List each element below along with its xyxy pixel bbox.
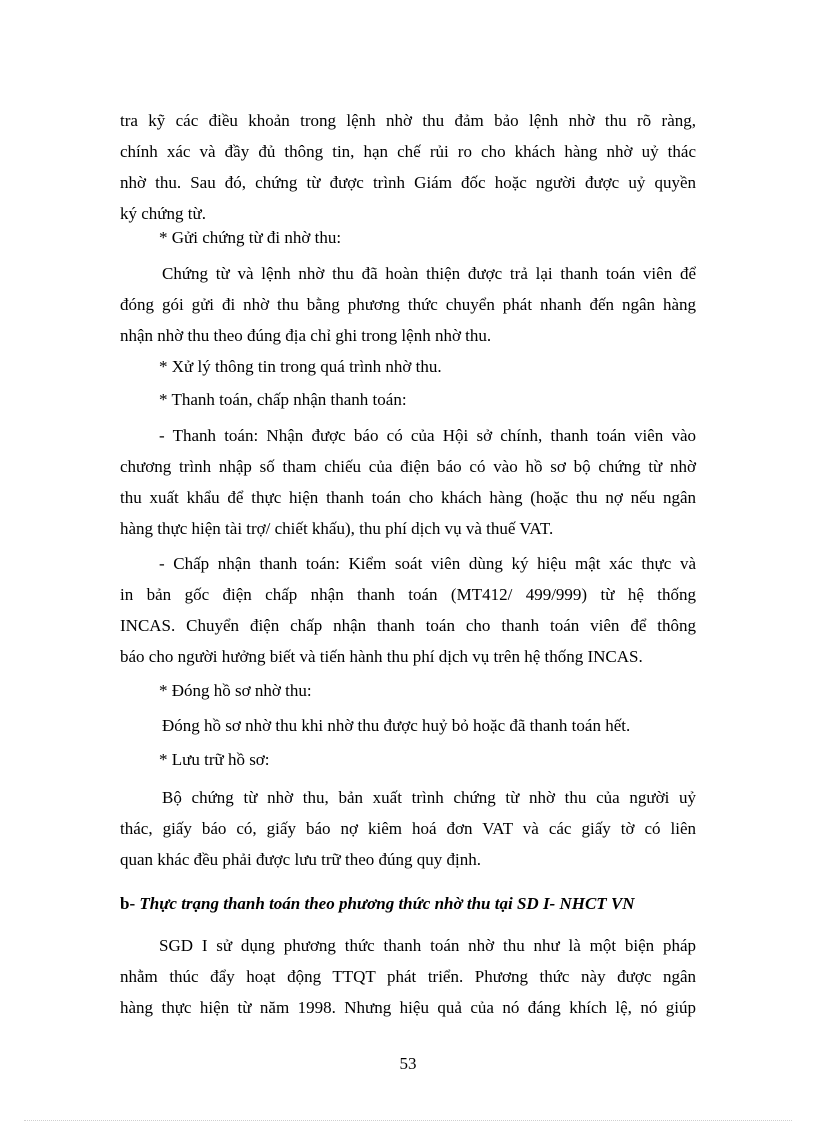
body-text-line: đóng gói gửi đi nhờ thu bằng phương thức chuyển phát nhanh đến ngân hàng — [120, 295, 696, 314]
body-text-line: hàng thực hiện tài trợ/ chiết khấu), thu phí dịch vụ và thuế VAT. — [120, 519, 554, 538]
body-text-line: nhằm thúc đẩy hoạt động TTQT phát triển. Phương thức này được ngân — [120, 967, 696, 986]
body-text-line: thác, giấy báo có, giấy báo nợ kiêm hoá đơn VAT và các giấy tờ có liên — [120, 819, 696, 838]
bullet-heading: * Xử lý thông tin trong quá trình nhờ thu. — [159, 357, 442, 376]
bullet-heading: * Lưu trữ hồ sơ: — [159, 750, 270, 769]
body-text-line: nhận nhờ thu theo đúng địa chỉ ghi trong lệnh nhờ thu. — [120, 326, 492, 345]
body-text-line: Đóng hồ sơ nhờ thu khi nhờ thu được huỷ bỏ hoặc đã thanh toán hết. — [162, 716, 631, 735]
footer-divider — [24, 1120, 792, 1121]
bullet-heading: * Thanh toán, chấp nhận thanh toán: — [159, 390, 407, 409]
body-text-line: quan khác đều phải được lưu trữ theo đúng quy định. — [120, 850, 481, 869]
body-text-line: - Thanh toán: Nhận được báo có của Hội sở chính, thanh toán viên vào — [159, 426, 696, 445]
body-text-line: hàng thực hiện từ năm 1998. Nhưng hiệu quả của nó đáng khích lệ, nó giúp — [120, 998, 696, 1017]
bullet-heading: * Đóng hồ sơ nhờ thu: — [159, 681, 312, 700]
body-text-line: Chứng từ và lệnh nhờ thu đã hoàn thiện được trả lại thanh toán viên để — [162, 264, 696, 283]
section-heading — [120, 893, 696, 915]
body-text-line: SGD I sử dụng phương thức thanh toán nhờ thu như là một biện pháp — [159, 936, 696, 955]
body-text-line: Bộ chứng từ nhờ thu, bản xuất trình chứng từ nhờ thu của người uỷ — [162, 788, 696, 807]
section-heading-prefix: b- — [120, 894, 136, 913]
body-text-line: báo cho người hưởng biết và tiến hành thu phí dịch vụ trên hệ thống INCAS. — [120, 647, 643, 666]
body-text-line: INCAS. Chuyển điện chấp nhận thanh toán cho thanh toán viên để thông — [120, 616, 696, 635]
body-text-line: in bản gốc điện chấp nhận thanh toán (MT412/ 499/999) từ hệ thống — [120, 585, 696, 604]
body-text-line: thu xuất khẩu để thực hiện thanh toán cho khách hàng (hoặc thu nợ nếu ngân — [120, 488, 696, 507]
body-text-line: chính xác và đầy đủ thông tin, hạn chế rủi ro cho khách hàng nhờ uỷ thác — [120, 142, 696, 161]
body-text-line: chương trình nhập số tham chiếu của điện báo có vào hồ sơ bộ chứng từ nhờ — [120, 457, 696, 476]
body-text-line: - Chấp nhận thanh toán: Kiểm soát viên dùng ký hiệu mật xác thực và — [159, 554, 696, 573]
bullet-heading: * Gửi chứng từ đi nhờ thu: — [159, 228, 342, 247]
page-number: 53 — [399, 1054, 417, 1073]
section-heading-title: Thực trạng thanh toán theo phương thức nhờ thu tại SD I- NHCT VN — [139, 894, 635, 913]
body-text-line: nhờ thu. Sau đó, chứng từ được trình Giám đốc hoặc người được uỷ quyền — [120, 173, 696, 192]
body-text-line: ký chứng từ. — [120, 204, 206, 223]
body-text-line: tra kỹ các điều khoản trong lệnh nhờ thu đảm bảo lệnh nhờ thu rõ ràng, — [120, 111, 696, 130]
